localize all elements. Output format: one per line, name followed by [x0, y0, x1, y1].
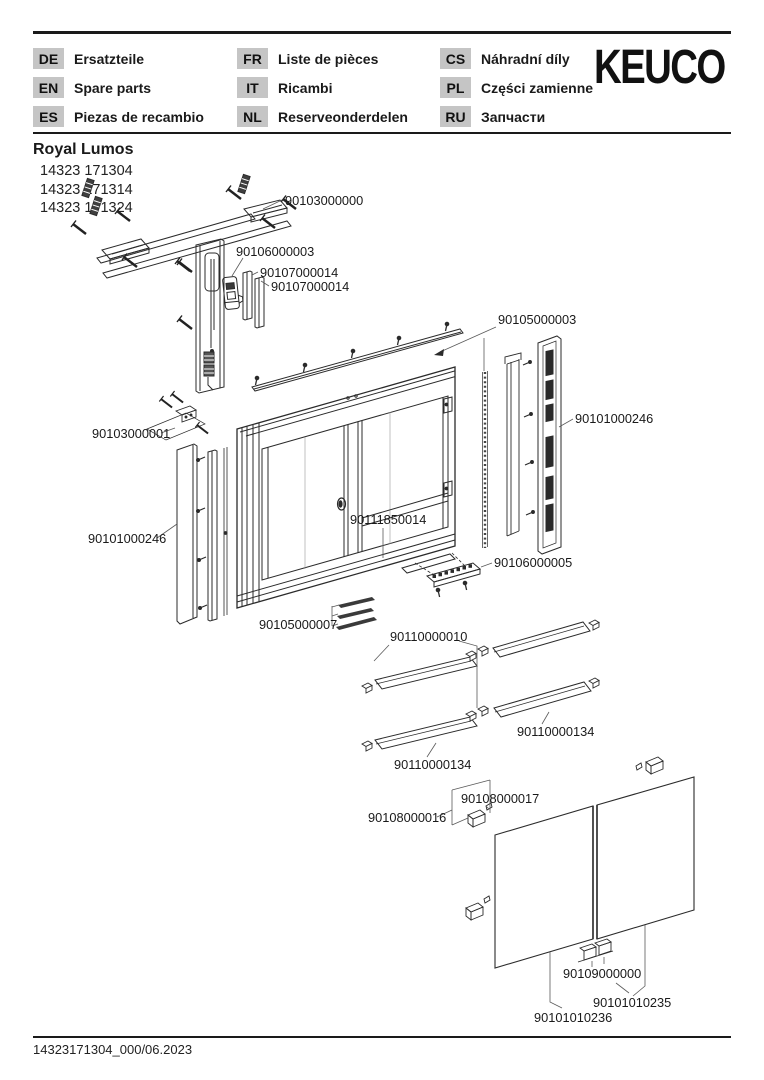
top-cover-strip — [252, 322, 463, 391]
part-label: 90101010236 — [534, 1010, 613, 1025]
screw-pin — [397, 336, 401, 345]
language-label-ru: Запчасти — [481, 108, 546, 125]
language-label-nl: Reserveonderdelen — [278, 108, 408, 125]
wall-plug — [82, 178, 94, 197]
language-label-fr: Liste de pièces — [278, 50, 379, 67]
mounting-column — [175, 239, 224, 393]
part-label: 90108000017 — [461, 791, 540, 806]
screw — [71, 221, 86, 235]
screw-pin — [255, 376, 259, 385]
shelf-clip — [466, 711, 476, 721]
side-panel-left — [177, 444, 227, 624]
shelf-clip — [589, 678, 599, 688]
right-profile-strip — [505, 353, 535, 536]
wall-plug — [238, 174, 250, 193]
language-badge-it: IT — [237, 77, 268, 98]
part-label: 90101000246 — [575, 411, 654, 426]
seal-strips — [336, 597, 377, 630]
model-number: 14323 171304 — [40, 163, 133, 179]
part-label: 90105000007 — [259, 617, 338, 632]
language-badge-de: DE — [33, 48, 64, 69]
language-badge-en: EN — [33, 77, 64, 98]
part-label: 90103000000 — [285, 193, 364, 208]
screw-pin — [525, 461, 534, 466]
mirror-door-right — [597, 777, 694, 939]
screw — [170, 391, 183, 402]
document-number: 14323171304_000/06.2023 — [33, 1042, 193, 1057]
language-badge-cs: CS — [440, 48, 471, 69]
language-badge-nl: NL — [237, 106, 268, 127]
language-badge-fr: FR — [237, 48, 268, 69]
footer-rule — [33, 1036, 731, 1038]
language-label-it: Ricambi — [278, 79, 333, 96]
language-label-en: Spare parts — [74, 79, 152, 96]
part-label: 90106000003 — [236, 244, 315, 259]
part-label: 90108000016 — [368, 810, 447, 825]
screw-pin — [436, 588, 443, 597]
keuco-logo: KEUCO — [594, 41, 725, 94]
screw — [195, 422, 208, 433]
screw-pin — [351, 349, 355, 358]
part-label: 90106000005 — [494, 555, 573, 570]
cabinet-body — [237, 367, 466, 608]
part-label: 90107000014 — [271, 279, 350, 294]
part-label: 90101000246 — [88, 531, 167, 546]
wall-plug — [90, 196, 102, 215]
screw-pin — [198, 557, 207, 562]
language-badge-pl: PL — [440, 77, 471, 98]
screw-pin — [303, 363, 307, 372]
part-label: 90105000003 — [498, 312, 577, 327]
shelf-clip — [362, 683, 372, 693]
part-label: 90109000000 — [563, 966, 642, 981]
screw-pin — [526, 511, 535, 516]
sensor-part — [222, 276, 243, 310]
side-panel-right — [538, 336, 561, 554]
screw — [177, 316, 192, 330]
part-label: 90111850014 — [350, 512, 427, 527]
shelf-clip — [362, 741, 372, 751]
mirror-door-left — [495, 806, 593, 968]
screw-pin — [524, 413, 533, 418]
language-label-es: Piezas de recambio — [74, 108, 204, 125]
screw-pin — [445, 322, 449, 331]
model-number: 14323 171324 — [40, 200, 133, 216]
shelf-clip — [589, 620, 599, 630]
shelf-clip — [466, 651, 476, 661]
part-label: 90101010235 — [593, 995, 672, 1010]
language-badge-ru: RU — [440, 106, 471, 127]
language-label-cs: Náhradní díly — [481, 50, 570, 67]
part-labels — [88, 193, 671, 1025]
part-label: 90103000001 — [92, 426, 171, 441]
part-label: 90110000134 — [517, 724, 595, 739]
connector-block — [204, 352, 214, 390]
screw-pin — [197, 508, 206, 513]
led-strip — [483, 371, 488, 548]
screw-pin — [197, 457, 206, 462]
screw-pin — [199, 605, 208, 610]
screw — [159, 396, 172, 407]
part-label: 90107000014 — [260, 265, 339, 280]
part-label: 90110000010 — [390, 629, 468, 644]
cabinet-divider — [338, 421, 363, 557]
screw-pin — [523, 361, 532, 366]
screw-pin — [463, 581, 470, 590]
shelf-clip — [478, 646, 488, 656]
product-title: Royal Lumos — [33, 141, 134, 158]
model-number: 14323 171314 — [40, 181, 133, 198]
language-label-de: Ersatzteile — [74, 50, 145, 67]
language-label-pl: Części zamienne — [481, 79, 594, 96]
language-badge-es: ES — [33, 106, 64, 127]
terminal-block — [427, 563, 480, 597]
shelf-clip — [478, 706, 488, 716]
screw — [115, 208, 130, 222]
wall-rail-assembly — [71, 174, 296, 278]
part-label: 90110000134 — [394, 757, 472, 772]
